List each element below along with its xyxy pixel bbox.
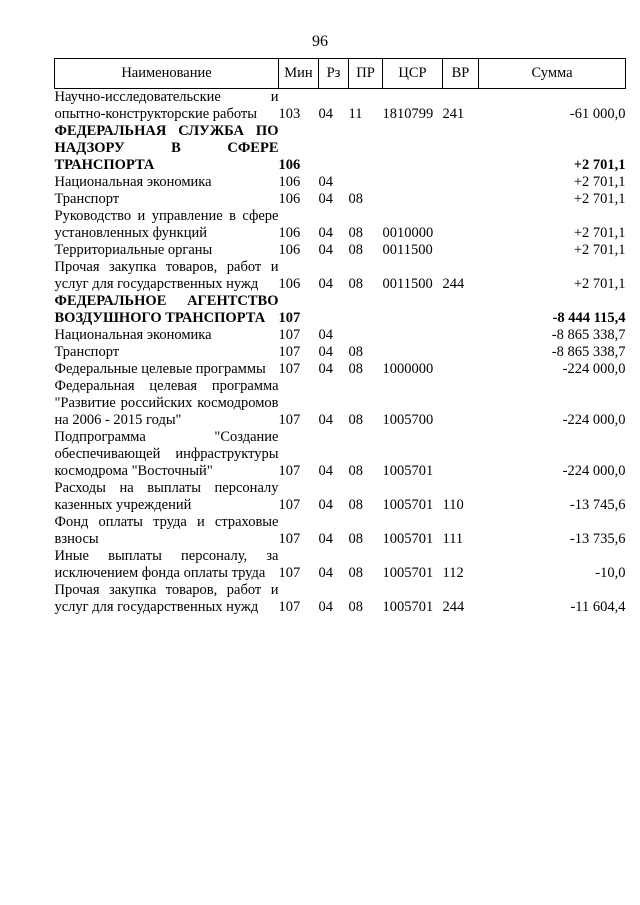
row-rz: 04 — [318, 412, 333, 428]
row-csr: 0010000 — [382, 225, 434, 241]
row-sum: -10,0 — [595, 565, 626, 581]
row-vr — [443, 344, 479, 361]
row-sum: +2 701,1 — [573, 157, 626, 173]
table-row — [55, 293, 626, 327]
row-name: Национальная экономика — [54, 327, 212, 343]
row-rz — [319, 123, 349, 174]
row-rz: 04 — [318, 463, 333, 479]
row-rz — [319, 293, 349, 327]
row-vr: 111 — [442, 531, 464, 547]
row-rz: 04 — [318, 225, 333, 241]
row-name: Расходы на выплаты персоналу казенных учреждений — [54, 480, 279, 513]
row-rz: 04 — [318, 276, 333, 292]
row-sum: -13 745,6 — [569, 497, 626, 513]
row-csr — [383, 123, 443, 174]
row-min: 107 — [278, 565, 301, 581]
row-pr: 08 — [348, 497, 363, 513]
row-min: 107 — [278, 531, 301, 547]
row-name: Транспорт — [54, 191, 120, 207]
row-pr — [349, 123, 383, 174]
row-vr: 110 — [442, 497, 464, 513]
row-vr — [443, 174, 479, 191]
row-sum: +2 701,1 — [573, 191, 626, 207]
row-vr — [443, 191, 479, 208]
header-row — [55, 59, 626, 89]
header-min: Мин — [279, 59, 319, 89]
row-min: 106 — [278, 191, 301, 207]
row-pr — [349, 174, 383, 191]
row-vr: 241 — [442, 106, 465, 122]
row-name: ФЕДЕРАЛЬНОЕ АГЕНТСТВО ВОЗДУШНОГО ТРАНСПОРТА — [54, 293, 279, 326]
row-pr — [349, 293, 383, 327]
row-name: Транспорт — [54, 344, 120, 360]
row-vr — [443, 361, 479, 378]
table-row — [55, 480, 626, 514]
page-number: 96 — [312, 33, 328, 50]
row-csr: 0011500 — [382, 242, 433, 258]
row-csr — [383, 191, 443, 208]
row-pr: 08 — [348, 599, 363, 615]
table-row — [55, 191, 626, 208]
row-min: 107 — [278, 412, 301, 428]
row-csr — [383, 174, 443, 191]
table-row — [55, 174, 626, 191]
row-csr: 1005701 — [382, 463, 434, 479]
row-pr: 08 — [348, 565, 363, 581]
header-csr: ЦСР — [383, 59, 443, 89]
table-row — [55, 361, 626, 378]
row-min: 106 — [278, 276, 301, 292]
row-min: 106 — [278, 225, 301, 241]
row-csr: 1005701 — [382, 531, 434, 547]
row-rz: 04 — [318, 344, 333, 360]
row-csr: 1810799 — [382, 106, 434, 122]
row-csr — [383, 327, 443, 344]
budget-table — [54, 58, 626, 616]
row-vr — [443, 123, 479, 174]
row-rz: 04 — [318, 174, 333, 190]
table-row — [55, 429, 626, 480]
row-pr: 08 — [348, 344, 363, 360]
table-row — [55, 344, 626, 361]
table-header — [55, 59, 626, 89]
row-name: Фонд оплаты труда и страховые взносы — [54, 514, 279, 547]
row-csr: 0011500 — [382, 276, 433, 292]
row-csr — [383, 344, 443, 361]
row-name: Национальная экономика — [54, 174, 212, 190]
row-min: 107 — [278, 327, 301, 343]
row-pr: 08 — [348, 242, 363, 258]
header-rz: Рз — [319, 59, 349, 89]
row-name: Федеральная целевая программа "Развитие российских космодромов на 2006 - 2015 годы" — [54, 378, 279, 428]
row-sum: +2 701,1 — [573, 242, 626, 258]
row-vr — [443, 293, 479, 327]
row-min: 107 — [278, 344, 301, 360]
row-vr: 244 — [442, 276, 465, 292]
row-csr — [383, 293, 443, 327]
row-vr — [443, 327, 479, 344]
row-rz: 04 — [318, 106, 333, 122]
row-rz: 04 — [318, 191, 333, 207]
header-vr: ВР — [443, 59, 479, 89]
row-pr: 08 — [348, 361, 363, 377]
table-row — [55, 327, 626, 344]
row-rz: 04 — [318, 565, 333, 581]
row-sum: +2 701,1 — [573, 276, 626, 292]
row-rz: 04 — [318, 531, 333, 547]
row-pr: 08 — [348, 412, 363, 428]
table-row — [55, 548, 626, 582]
row-name: Прочая закупка товаров, работ и услуг для государственных нужд — [54, 582, 279, 615]
row-pr: 08 — [348, 276, 363, 292]
row-pr: 08 — [348, 463, 363, 479]
row-sum: -224 000,0 — [562, 463, 626, 479]
table-row — [55, 242, 626, 259]
table-row — [55, 514, 626, 548]
row-csr: 1000000 — [382, 361, 434, 377]
row-rz: 04 — [318, 327, 333, 343]
row-rz: 04 — [318, 599, 333, 615]
row-csr: 1005700 — [382, 412, 434, 428]
table-row — [55, 378, 626, 429]
row-vr — [443, 429, 479, 480]
row-min: 107 — [278, 497, 301, 513]
row-name: Иные выплаты персоналу, за исключением фонда оплаты труда — [54, 548, 279, 581]
row-sum: -61 000,0 — [569, 106, 626, 122]
table-body — [55, 89, 626, 617]
row-min: 107 — [278, 599, 301, 615]
row-min: 106 — [278, 174, 301, 190]
row-sum: -224 000,0 — [562, 361, 626, 377]
row-vr: 112 — [442, 565, 464, 581]
row-csr: 1005701 — [382, 565, 434, 581]
row-pr: 11 — [348, 106, 363, 122]
row-sum: -13 735,6 — [569, 531, 626, 547]
header-name: Наименование — [55, 59, 279, 89]
row-pr: 08 — [348, 191, 363, 207]
row-name: Научно-исследовательские и опытно-конструкторские работы — [54, 89, 279, 122]
row-sum: +2 701,1 — [573, 225, 626, 241]
row-sum: +2 701,1 — [573, 174, 626, 190]
row-min: 107 — [278, 463, 301, 479]
row-name: Прочая закупка товаров, работ и услуг для государственных нужд — [54, 259, 279, 292]
table-row — [55, 259, 626, 293]
row-name: Подпрограмма "Создание обеспечивающей инфраструктуры космодрома "Восточный" — [54, 429, 279, 479]
row-min: 107 — [278, 310, 301, 326]
row-csr: 1005701 — [382, 497, 434, 513]
row-vr — [443, 208, 479, 242]
row-min: 106 — [278, 242, 301, 258]
row-sum: -11 604,4 — [570, 599, 626, 615]
row-vr — [443, 242, 479, 259]
row-rz: 04 — [318, 361, 333, 377]
row-csr: 1005701 — [382, 599, 434, 615]
row-vr: 244 — [442, 599, 465, 615]
row-sum: -8 865 338,7 — [551, 344, 626, 360]
row-min: 107 — [278, 361, 301, 377]
table-row — [55, 123, 626, 174]
header-sum: Сумма — [479, 59, 626, 89]
row-rz: 04 — [318, 242, 333, 258]
table-row — [55, 208, 626, 242]
header-pr: ПР — [349, 59, 383, 89]
row-name: ФЕДЕРАЛЬНАЯ СЛУЖБА ПО НАДЗОРУ В СФЕРЕ ТРАНСПОРТА — [54, 123, 279, 173]
row-pr: 08 — [348, 225, 363, 241]
row-pr: 08 — [348, 531, 363, 547]
row-rz: 04 — [318, 497, 333, 513]
row-sum: -224 000,0 — [562, 412, 626, 428]
row-pr — [349, 327, 383, 344]
row-min: 103 — [278, 106, 301, 122]
row-name: Территориальные органы — [54, 242, 213, 258]
table-row — [55, 582, 626, 616]
row-vr — [443, 378, 479, 429]
row-name: Руководство и управление в сфере установленных функций — [54, 208, 279, 241]
row-sum: -8 444 115,4 — [552, 310, 626, 326]
row-min: 106 — [278, 157, 301, 173]
table-row — [55, 89, 626, 124]
row-name: Федеральные целевые программы — [54, 361, 266, 377]
row-sum: -8 865 338,7 — [551, 327, 626, 343]
